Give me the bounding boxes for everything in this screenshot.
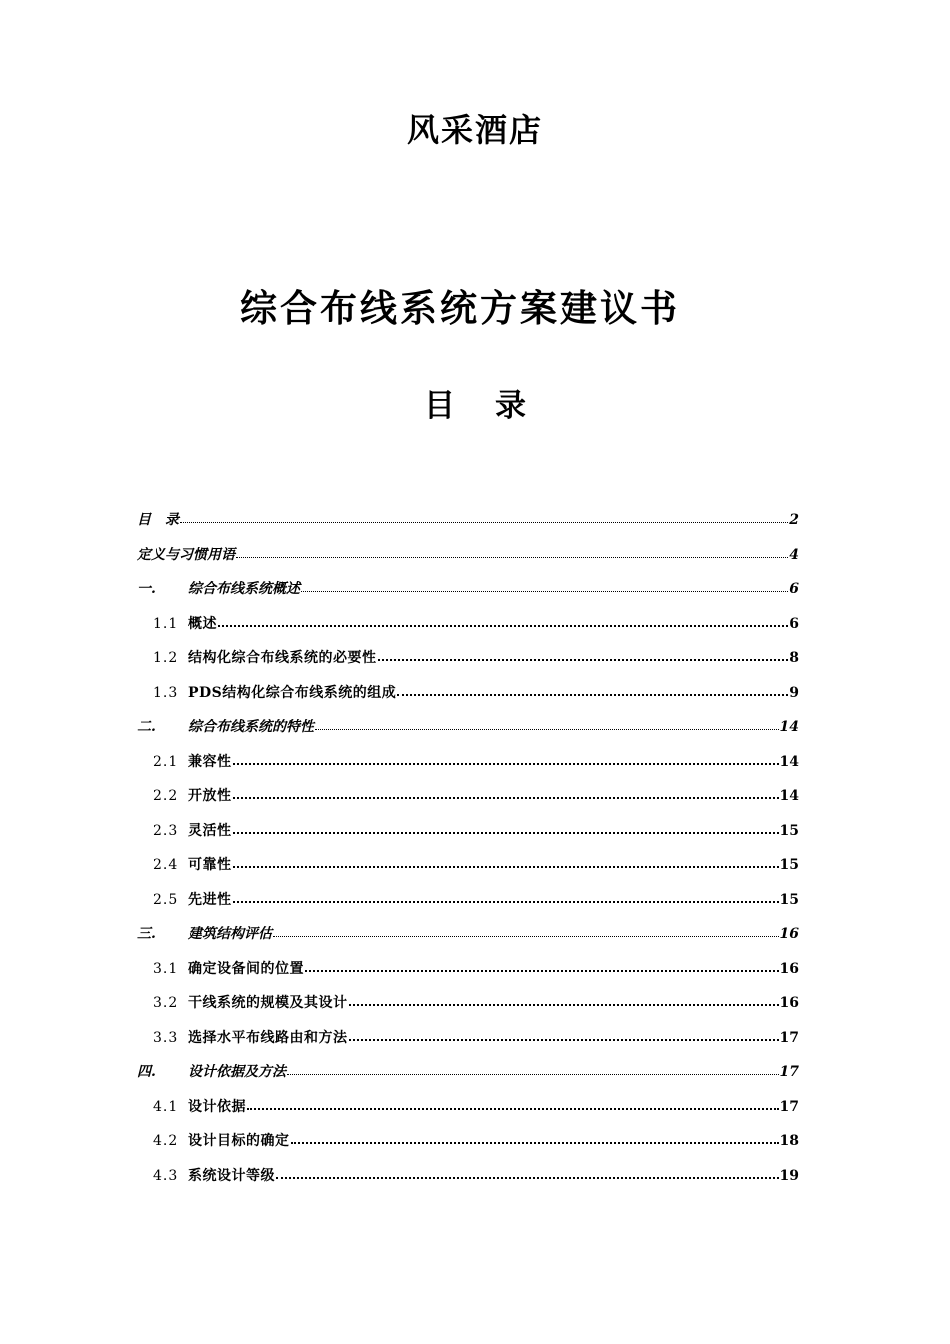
toc-entry-title: 综合布线系统的特性 — [188, 719, 314, 735]
toc-dot-leader — [233, 891, 779, 903]
toc-entry-page: 17 — [779, 1029, 799, 1046]
toc-entry-title: 系统设计等级 — [188, 1167, 275, 1184]
toc-entry-title: 定义与习惯用语 — [137, 546, 235, 563]
document-title: 综合布线系统方案建议书 — [240, 286, 680, 330]
toc-entry-page: 17 — [779, 1064, 799, 1080]
toc-entry[interactable] — [137, 1026, 799, 1050]
toc-entry-page: 19 — [779, 1167, 799, 1184]
toc-entry-number: 四. — [137, 1064, 156, 1080]
toc-entry[interactable] — [137, 646, 799, 670]
toc-entry-title: 先进性 — [188, 891, 232, 908]
toc-dot-leader — [287, 1064, 779, 1075]
toc-entry-number: 2.5 — [153, 891, 179, 908]
toc-entry-page: 15 — [779, 891, 799, 908]
toc-heading — [0, 384, 950, 428]
toc-entry-page: 17 — [779, 1098, 799, 1115]
toc-dot-leader — [236, 547, 788, 558]
toc-dot-leader — [233, 822, 779, 834]
toc-dot-leader — [291, 1132, 779, 1144]
toc-entry-page: 16 — [779, 926, 799, 942]
toc-dot-leader — [315, 719, 779, 730]
toc-entry[interactable] — [137, 819, 799, 843]
toc-entry-number: 2.3 — [153, 822, 179, 839]
toc-entry-number: 3.2 — [153, 995, 179, 1011]
toc-dot-leader — [233, 856, 779, 868]
toc-dot-leader — [301, 581, 788, 592]
toc-entry[interactable] — [137, 888, 799, 912]
toc-entry-number: 2.4 — [153, 857, 179, 873]
toc-entry-number: 1.1 — [153, 615, 179, 632]
toc-dot-leader — [180, 512, 788, 523]
toc-entry[interactable] — [137, 991, 799, 1015]
toc-entry-number: 2.1 — [153, 753, 179, 770]
toc-dot-leader — [247, 1098, 779, 1110]
toc-entry[interactable] — [137, 750, 799, 774]
toc-entry-title: 干线系统的规模及其设计 — [188, 995, 348, 1011]
toc-entry[interactable] — [137, 612, 799, 636]
toc-entry-title: 概述 — [188, 615, 217, 632]
toc-dot-leader — [273, 926, 779, 937]
toc-entry-title: PDS结构化综合布线系统的组成 — [188, 684, 397, 701]
toc-heading-left: 目 — [424, 388, 455, 424]
toc-entry-page: 15 — [779, 857, 799, 873]
toc-entry-title: 确定设备间的位置 — [188, 960, 304, 977]
toc-entry[interactable] — [137, 784, 799, 808]
toc-dot-leader — [218, 615, 788, 627]
toc-entry-title: 兼容性 — [188, 753, 232, 770]
toc-dot-leader — [233, 787, 779, 799]
toc-dot-leader — [349, 994, 779, 1006]
toc-entry-number: 1.3 — [153, 684, 179, 701]
hotel-name: 风采酒店 — [406, 111, 543, 149]
toc-dot-leader — [305, 960, 779, 972]
toc-entry[interactable] — [137, 508, 799, 532]
toc-entry-page: 6 — [789, 581, 799, 597]
toc-entry[interactable] — [137, 543, 799, 567]
toc-entry-page: 14 — [779, 788, 799, 804]
toc-dot-leader — [349, 1029, 779, 1041]
toc-entry-number: 3.3 — [153, 1029, 179, 1046]
toc-entry-title: 开放性 — [188, 788, 232, 804]
toc-entry-title: 灵活性 — [188, 822, 232, 839]
toc-entry[interactable] — [137, 1129, 799, 1153]
toc-dot-leader — [378, 649, 789, 661]
toc-entry-title: 选择水平布线路由和方法 — [188, 1029, 348, 1046]
toc-entry[interactable] — [137, 577, 799, 601]
toc-entry-page: 6 — [789, 615, 799, 632]
toc-entry-number: 4.3 — [153, 1167, 179, 1184]
toc-entry-number: 二. — [137, 719, 156, 735]
toc-entry-title: 设计目标的确定 — [188, 1133, 290, 1149]
toc-entry[interactable] — [137, 681, 799, 705]
toc-entry-page: 8 — [789, 650, 799, 666]
toc-dot-leader — [233, 753, 779, 765]
toc-entry-page: 14 — [779, 753, 799, 770]
toc-entry[interactable] — [137, 922, 799, 946]
toc-entry-page: 9 — [789, 684, 799, 701]
toc-entry-title: 设计依据 — [188, 1098, 246, 1115]
toc-dot-leader — [276, 1167, 779, 1179]
toc-entry-number: 3.1 — [153, 960, 179, 977]
toc-dot-leader — [397, 684, 788, 696]
toc-entry-page: 2 — [789, 512, 799, 528]
toc-entry-page: 16 — [779, 960, 799, 977]
toc-entry-title: 综合布线系统概述 — [188, 581, 300, 597]
toc-entry[interactable] — [137, 715, 799, 739]
toc-entry-number: 4.1 — [153, 1098, 179, 1115]
toc-entry[interactable] — [137, 957, 799, 981]
toc-entry-title: 设计依据及方法 — [188, 1064, 286, 1080]
toc-entry-page: 18 — [779, 1133, 799, 1149]
toc-entry-page: 14 — [779, 719, 799, 735]
toc-entry-title: 目 录 — [137, 512, 179, 528]
toc-entry-title: 结构化综合布线系统的必要性 — [188, 650, 377, 666]
toc-heading-right: 录 — [495, 388, 526, 424]
toc-entry-number: 一. — [137, 581, 156, 597]
toc-entry-title: 建筑结构评估 — [188, 926, 272, 942]
toc-entry[interactable] — [137, 1060, 799, 1084]
toc-entry-number: 4.2 — [153, 1133, 179, 1149]
toc-entry-page: 15 — [779, 822, 799, 839]
toc-entry-page: 16 — [779, 995, 799, 1011]
toc-entry-number: 三. — [137, 926, 156, 942]
toc-entry[interactable] — [137, 853, 799, 877]
toc-entry-number: 1.2 — [153, 650, 179, 666]
toc-entry[interactable] — [137, 1095, 799, 1119]
toc-entry-title: 可靠性 — [188, 857, 232, 873]
toc-entry-page: 4 — [789, 546, 799, 563]
toc-entry[interactable] — [137, 1164, 799, 1188]
toc-entry-number: 2.2 — [153, 788, 179, 804]
